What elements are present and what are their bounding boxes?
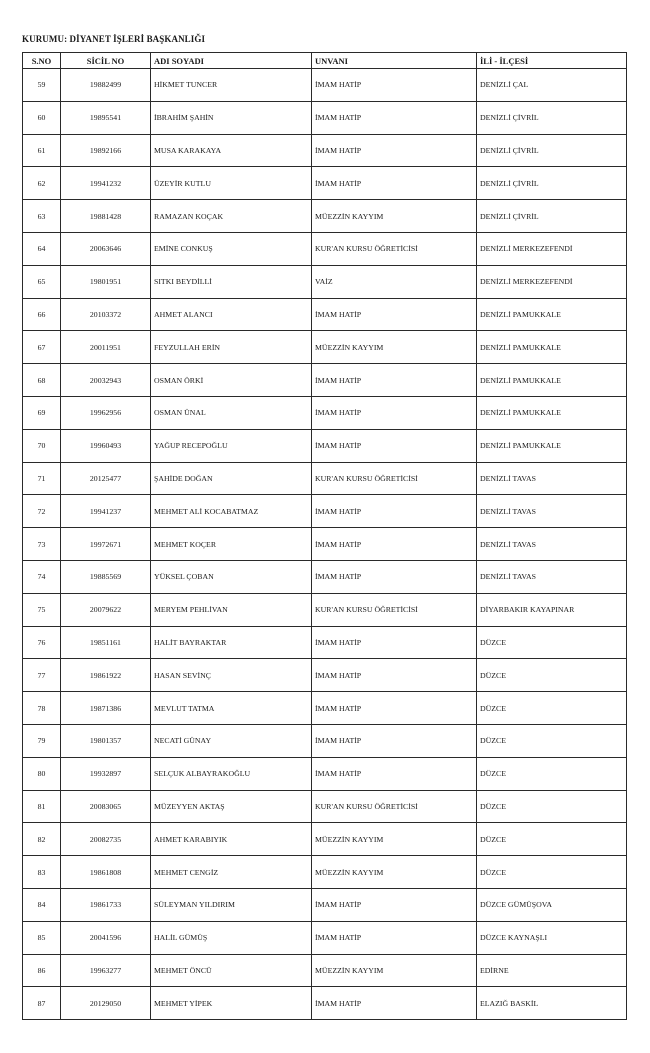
cell-sno: 60 (23, 101, 61, 134)
cell-sicil-no: 19861808 (61, 856, 151, 889)
cell-name: YÜKSEL ÇOBAN (151, 560, 312, 593)
cell-sicil-no: 19892166 (61, 134, 151, 167)
cell-name: MÜZEYYEN AKTAŞ (151, 790, 312, 823)
cell-location: DENİZLİ PAMUKKALE (477, 331, 627, 364)
cell-name: MEVLUT TATMA (151, 692, 312, 725)
cell-location: DENİZLİ PAMUKKALE (477, 429, 627, 462)
table-row (23, 232, 627, 265)
column-header-sno: S.NO (23, 53, 61, 69)
cell-sicil-no: 20129050 (61, 987, 151, 1020)
table-row (23, 593, 627, 626)
table-row (23, 101, 627, 134)
cell-title: İMAM HATİP (312, 560, 477, 593)
cell-sicil-no: 20103372 (61, 298, 151, 331)
table-row (23, 528, 627, 561)
cell-sicil-no: 19801357 (61, 724, 151, 757)
cell-location: DENİZLİ ÇİVRİL (477, 200, 627, 233)
cell-title: İMAM HATİP (312, 298, 477, 331)
cell-location: DENİZLİ PAMUKKALE (477, 396, 627, 429)
table-row (23, 626, 627, 659)
cell-location: DENİZLİ TAVAS (477, 560, 627, 593)
cell-title: İMAM HATİP (312, 626, 477, 659)
cell-title: İMAM HATİP (312, 757, 477, 790)
cell-title: MÜEZZİN KAYYIM (312, 331, 477, 364)
cell-sicil-no: 20011951 (61, 331, 151, 364)
cell-title: İMAM HATİP (312, 659, 477, 692)
column-header-name: ADI SOYADI (151, 53, 312, 69)
cell-sno: 61 (23, 134, 61, 167)
cell-location: DENİZLİ TAVAS (477, 495, 627, 528)
cell-sicil-no: 19972671 (61, 528, 151, 561)
cell-sicil-no: 19882499 (61, 69, 151, 102)
cell-location: DENİZLİ TAVAS (477, 462, 627, 495)
cell-sno: 63 (23, 200, 61, 233)
table-row (23, 692, 627, 725)
cell-location: DENİZLİ MERKEZEFENDİ (477, 265, 627, 298)
cell-sicil-no: 20063646 (61, 232, 151, 265)
table-row (23, 429, 627, 462)
cell-sno: 62 (23, 167, 61, 200)
cell-title: İMAM HATİP (312, 364, 477, 397)
cell-sicil-no: 19861733 (61, 888, 151, 921)
cell-location: DÜZCE (477, 724, 627, 757)
table-row (23, 134, 627, 167)
table-row (23, 462, 627, 495)
cell-location: DENİZLİ ÇİVRİL (477, 167, 627, 200)
cell-sno: 87 (23, 987, 61, 1020)
cell-name: AHMET ALANCI (151, 298, 312, 331)
cell-sicil-no: 19881428 (61, 200, 151, 233)
cell-sno: 71 (23, 462, 61, 495)
cell-sicil-no: 20032943 (61, 364, 151, 397)
cell-sicil-no: 19871386 (61, 692, 151, 725)
cell-sicil-no: 20125477 (61, 462, 151, 495)
cell-name: MEHMET KOÇER (151, 528, 312, 561)
cell-sicil-no: 19932897 (61, 757, 151, 790)
cell-sno: 70 (23, 429, 61, 462)
cell-sicil-no: 19885569 (61, 560, 151, 593)
cell-title: İMAM HATİP (312, 69, 477, 102)
cell-sno: 78 (23, 692, 61, 725)
cell-location: DÜZCE KAYNAŞLI (477, 921, 627, 954)
cell-sicil-no: 19963277 (61, 954, 151, 987)
cell-name: SITKI BEYDİLLİ (151, 265, 312, 298)
table-row (23, 823, 627, 856)
table-row (23, 265, 627, 298)
cell-title: İMAM HATİP (312, 429, 477, 462)
cell-location: DÜZCE GÜMÜŞOVA (477, 888, 627, 921)
table-row (23, 364, 627, 397)
table-body (23, 69, 627, 1020)
cell-name: AHMET KARABIYIK (151, 823, 312, 856)
table-row (23, 888, 627, 921)
cell-name: İBRAHİM ŞAHİN (151, 101, 312, 134)
cell-name: SÜLEYMAN YILDIRIM (151, 888, 312, 921)
cell-title: İMAM HATİP (312, 888, 477, 921)
column-header-sicil: SİCİL NO (61, 53, 151, 69)
cell-name: MUSA KARAKAYA (151, 134, 312, 167)
cell-sno: 83 (23, 856, 61, 889)
cell-name: YAĞUP RECEPOĞLU (151, 429, 312, 462)
table-row (23, 495, 627, 528)
cell-name: OSMAN ÜNAL (151, 396, 312, 429)
cell-title: İMAM HATİP (312, 987, 477, 1020)
table-row (23, 560, 627, 593)
cell-location: DÜZCE (477, 626, 627, 659)
cell-location: DENİZLİ MERKEZEFENDİ (477, 232, 627, 265)
cell-location: DENİZLİ PAMUKKALE (477, 364, 627, 397)
table-row (23, 856, 627, 889)
cell-location: DENİZLİ ÇİVRİL (477, 134, 627, 167)
cell-name: HASAN SEVİNÇ (151, 659, 312, 692)
cell-title: VAİZ (312, 265, 477, 298)
cell-sicil-no: 19941237 (61, 495, 151, 528)
cell-title: İMAM HATİP (312, 396, 477, 429)
cell-sicil-no: 19801951 (61, 265, 151, 298)
cell-title: KUR'AN KURSU ÖĞRETİCİSİ (312, 462, 477, 495)
cell-name: HALİL GÜMÜŞ (151, 921, 312, 954)
cell-title: İMAM HATİP (312, 167, 477, 200)
cell-name: ŞAHİDE DOĞAN (151, 462, 312, 495)
cell-location: DÜZCE (477, 823, 627, 856)
table-row (23, 396, 627, 429)
cell-sno: 69 (23, 396, 61, 429)
cell-sno: 76 (23, 626, 61, 659)
cell-sicil-no: 20083065 (61, 790, 151, 823)
cell-sicil-no: 20041596 (61, 921, 151, 954)
cell-name: RAMAZAN KOÇAK (151, 200, 312, 233)
cell-title: MÜEZZİN KAYYIM (312, 856, 477, 889)
cell-sno: 80 (23, 757, 61, 790)
table-row (23, 298, 627, 331)
cell-name: NECATİ GÜNAY (151, 724, 312, 757)
table-row (23, 69, 627, 102)
cell-location: DÜZCE (477, 790, 627, 823)
table-row (23, 790, 627, 823)
cell-title: İMAM HATİP (312, 724, 477, 757)
table-row (23, 757, 627, 790)
cell-sno: 59 (23, 69, 61, 102)
cell-sno: 81 (23, 790, 61, 823)
table-row (23, 987, 627, 1020)
cell-sicil-no: 20082735 (61, 823, 151, 856)
cell-name: HİKMET TUNCER (151, 69, 312, 102)
cell-title: MÜEZZİN KAYYIM (312, 200, 477, 233)
cell-sno: 64 (23, 232, 61, 265)
cell-title: İMAM HATİP (312, 528, 477, 561)
cell-title: MÜEZZİN KAYYIM (312, 823, 477, 856)
cell-name: MEHMET ALİ KOCABATMAZ (151, 495, 312, 528)
cell-location: DENİZLİ ÇİVRİL (477, 101, 627, 134)
cell-sicil-no: 20079622 (61, 593, 151, 626)
cell-sno: 77 (23, 659, 61, 692)
cell-sno: 86 (23, 954, 61, 987)
cell-location: ELAZIĞ BASKİL (477, 987, 627, 1020)
cell-name: SELÇUK ALBAYRAKOĞLU (151, 757, 312, 790)
cell-title: KUR'AN KURSU ÖĞRETİCİSİ (312, 593, 477, 626)
cell-location: DENİZLİ TAVAS (477, 528, 627, 561)
table-row (23, 200, 627, 233)
cell-name: MEHMET YİPEK (151, 987, 312, 1020)
cell-title: MÜEZZİN KAYYIM (312, 954, 477, 987)
cell-location: EDİRNE (477, 954, 627, 987)
cell-sno: 65 (23, 265, 61, 298)
cell-sicil-no: 19861922 (61, 659, 151, 692)
cell-sno: 85 (23, 921, 61, 954)
personnel-table (22, 52, 627, 1020)
cell-title: KUR'AN KURSU ÖĞRETİCİSİ (312, 232, 477, 265)
table-row (23, 659, 627, 692)
cell-location: DÜZCE (477, 659, 627, 692)
cell-location: DENİZLİ ÇAL (477, 69, 627, 102)
cell-name: MEHMET ÖNCÜ (151, 954, 312, 987)
cell-sno: 74 (23, 560, 61, 593)
cell-name: FEYZULLAH ERİN (151, 331, 312, 364)
cell-name: OSMAN ÖRKİ (151, 364, 312, 397)
cell-name: MERYEM PEHLİVAN (151, 593, 312, 626)
table-row (23, 167, 627, 200)
cell-sicil-no: 19962956 (61, 396, 151, 429)
cell-location: DÜZCE (477, 692, 627, 725)
table-row (23, 724, 627, 757)
cell-sno: 72 (23, 495, 61, 528)
cell-location: DİYARBAKIR KAYAPINAR (477, 593, 627, 626)
column-header-location: İLİ - İLÇESİ (477, 53, 627, 69)
cell-sno: 68 (23, 364, 61, 397)
cell-location: DÜZCE (477, 856, 627, 889)
table-row (23, 954, 627, 987)
cell-sno: 66 (23, 298, 61, 331)
cell-title: İMAM HATİP (312, 692, 477, 725)
cell-name: EMİNE CONKUŞ (151, 232, 312, 265)
cell-location: DÜZCE (477, 757, 627, 790)
cell-sno: 84 (23, 888, 61, 921)
cell-title: KUR'AN KURSU ÖĞRETİCİSİ (312, 790, 477, 823)
cell-sno: 73 (23, 528, 61, 561)
cell-title: İMAM HATİP (312, 495, 477, 528)
cell-name: HALİT BAYRAKTAR (151, 626, 312, 659)
cell-sno: 79 (23, 724, 61, 757)
table-row (23, 921, 627, 954)
cell-sicil-no: 19851161 (61, 626, 151, 659)
cell-name: MEHMET CENGİZ (151, 856, 312, 889)
cell-sno: 67 (23, 331, 61, 364)
cell-sicil-no: 19895541 (61, 101, 151, 134)
cell-sicil-no: 19941232 (61, 167, 151, 200)
document-header: KURUMU: DİYANET İŞLERİ BAŞKANLIĞI (22, 34, 206, 44)
column-header-title: UNVANI (312, 53, 477, 69)
cell-sno: 82 (23, 823, 61, 856)
cell-sno: 75 (23, 593, 61, 626)
cell-title: İMAM HATİP (312, 134, 477, 167)
cell-title: İMAM HATİP (312, 921, 477, 954)
table-row (23, 331, 627, 364)
cell-location: DENİZLİ PAMUKKALE (477, 298, 627, 331)
cell-title: İMAM HATİP (312, 101, 477, 134)
table-header-row (23, 53, 627, 69)
cell-sicil-no: 19960493 (61, 429, 151, 462)
cell-name: ÜZEYİR KUTLU (151, 167, 312, 200)
